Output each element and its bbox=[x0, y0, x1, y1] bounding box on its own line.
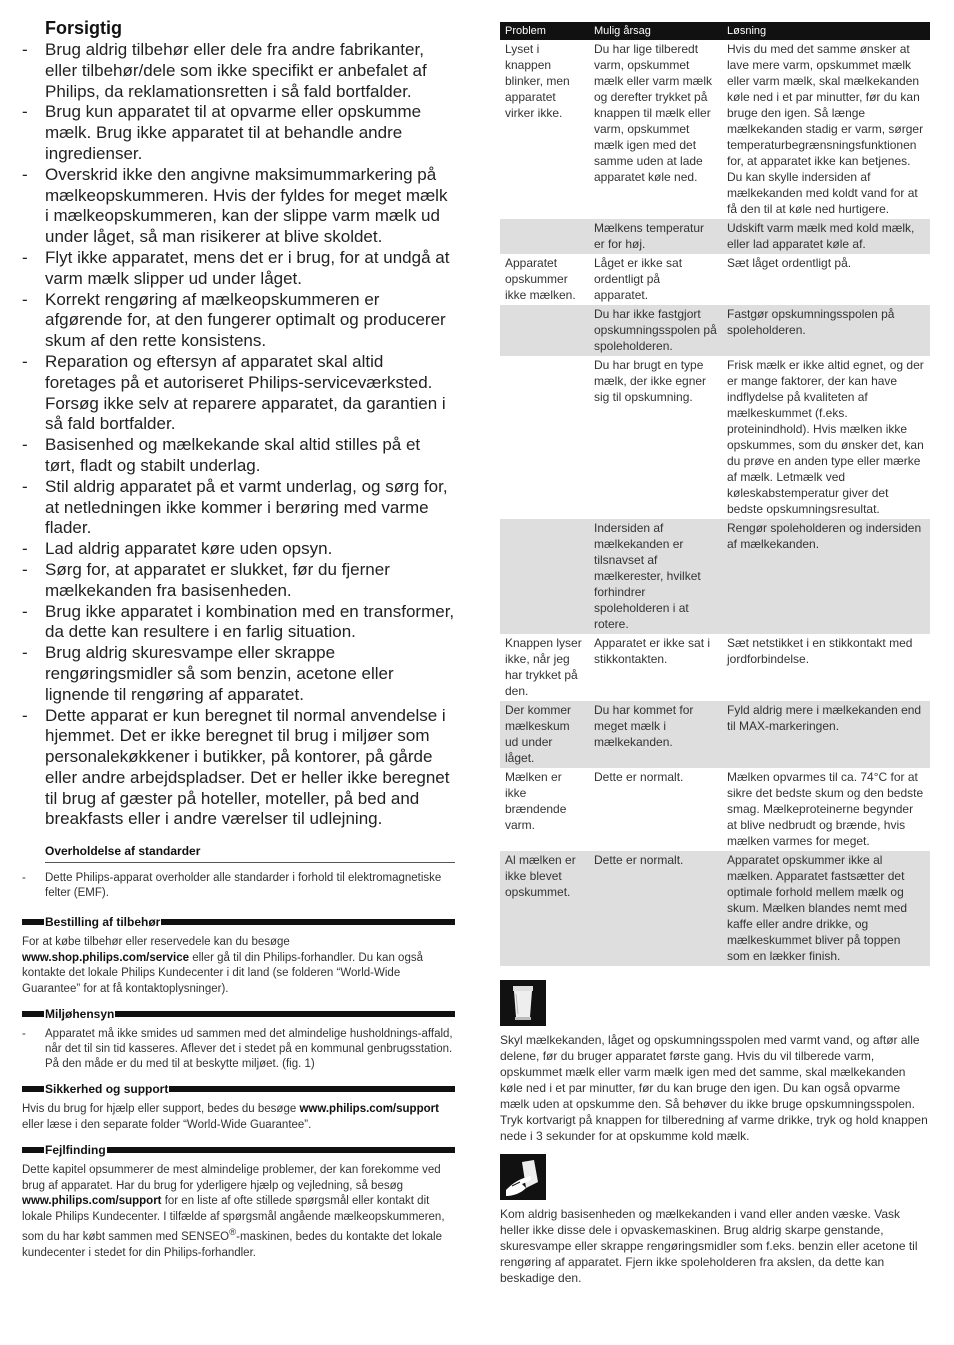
cell-solution: Frisk mælk er ikke altid egnet, og der er mange faktorer, der kan have indflydelse på kvaliteten af mælkeskummet (f.eks. proteinindhold). Hvis mælken ikke opskummes, som du ønsker det, kan du prøve en anden type eller mærke af mælk. Letmælk ved køleskabstemperatur giver det bedste opskumningsresultat. bbox=[727, 358, 924, 516]
cell-cause: Indersiden af mælkekanden er tilsnavset af mælkerester, hvilket forhindrer spoleholderen i at rotere. bbox=[589, 519, 722, 634]
troubleshooting-heading bbox=[22, 1143, 455, 1157]
hand-cloth-icon bbox=[500, 1154, 546, 1200]
environment-item-text: Apparatet må ikke smides ud sammen med det almindelige husholdnings-affald, når det til sin tid kasseres. Aflever det i stedet på en kommunal genbrugsstation. På den måde er du med til at beskytte miljøet. (fig. 1) bbox=[45, 1028, 453, 1071]
cell-cause: Du har brugt en type mælk, der ikke egner sig til opskumning. bbox=[594, 358, 707, 404]
cell-cause: Mælkens temperatur er for høj. bbox=[589, 219, 722, 254]
column-header-solution: Løsning bbox=[722, 22, 930, 40]
environment-list bbox=[22, 1027, 455, 1072]
list-bullet: - bbox=[22, 164, 28, 184]
warning-item-text: Brug ikke apparatet i kombination med en transformer, da dette kan resultere i en farlig situation. bbox=[45, 601, 455, 642]
cell-solution: Mælken opvarmes til ca. 74°C for at sikre det bedste skum og den bedste smag. Mælkeproteinerne begynder at blive nedbrudt og brænde, hvis mælken varmes for meget. bbox=[727, 770, 924, 848]
cell-problem: Apparatet opskummer ikke mælken. bbox=[505, 256, 576, 302]
support-title: Sikkerhed og support bbox=[45, 1082, 169, 1097]
cell-solution: Apparatet opskummer ikke al mælken. Apparatet fastsætter det optimale forhold mellem mælk og skum. Mælken blandes nemt med kaffe eller andre drikke, og mælkeskummet bliver på toppen som en lækker finish. bbox=[722, 851, 930, 966]
column-header-cause: Mulig årsag bbox=[589, 22, 722, 40]
ordering-text-start: For at købe tilbehør eller reservedele kan du besøge bbox=[22, 936, 290, 949]
heading-bar bbox=[22, 1086, 44, 1092]
column-header-problem: Problem bbox=[500, 22, 589, 40]
heading-bar bbox=[22, 919, 44, 925]
support-text-end: eller læse i den separate folder “World-Wide Guarantee”. bbox=[22, 1118, 312, 1131]
warning-item bbox=[22, 539, 455, 560]
list-bullet: - bbox=[22, 351, 28, 371]
table-header-row bbox=[500, 22, 930, 40]
support-text bbox=[22, 1102, 455, 1133]
cell-solution: Fastgør opskumningsspolen på spoleholderen. bbox=[722, 305, 930, 356]
warning-item bbox=[22, 352, 455, 435]
warnings-list bbox=[22, 40, 455, 830]
list-bullet: - bbox=[22, 435, 28, 455]
standards-title: Overholdelse af standarder bbox=[45, 844, 455, 863]
cell-solution: Hvis du med det samme ønsker at lave mere varm, opskummet mælk eller varm mælk, skal mælkekanden køle ned i et par minutter, før du kan bruge den igen. Så længe mælkekanden stadig er varm, sørger temperaturbegrænsningsfunktionen for, at apparatet ikke kan betjenes. Du kan skylle indersiden af mælkekanden med koldt vand for at få den til at køle ned hurtigere. bbox=[727, 42, 924, 216]
warning-item-text: Basisenhed og mælkekande skal altid stilles på et tørt, fladt og stabilt underlag. bbox=[45, 435, 421, 475]
cell-solution: Udskift varm mælk med kold mælk, eller lad apparatet køle af. bbox=[722, 219, 930, 254]
warning-item-text: Korrekt rengøring af mælkeopskummeren er afgørende for, at den fungerer optimalt og producerer skum af den rette konsistens. bbox=[45, 289, 446, 351]
table-row bbox=[500, 356, 930, 519]
list-bullet: - bbox=[22, 872, 26, 885]
cell-cause: Apparatet er ikke sat i stikkontakten. bbox=[594, 636, 711, 666]
table-row bbox=[500, 851, 930, 966]
warning-item bbox=[22, 435, 455, 477]
warning-item bbox=[22, 248, 455, 290]
support-link[interactable]: www.philips.com/support bbox=[299, 1103, 439, 1116]
table-row bbox=[500, 40, 930, 219]
cell-cause: Du har lige tilberedt varm, opskummet mælk eller varm mælk og derefter trykket på knappen til mælk eller varm, opskummet mælk igen med det samme uden at lade apparatet køle ned. bbox=[594, 42, 713, 184]
table-row bbox=[500, 219, 930, 254]
registered-mark: ® bbox=[229, 1227, 237, 1239]
list-bullet: - bbox=[22, 476, 28, 496]
heading-bar bbox=[22, 1147, 44, 1153]
shop-link[interactable]: www.shop.philips.com/service bbox=[22, 951, 190, 964]
wipe-note: Kom aldrig basisenheden og mælkekanden i vand eller anden væske. Vask heller ikke disse dele i opvaskemaskinen. Brug aldrig skarpe genstande, skuresvampe eller skrappe rengøringsmidler som f.eks. benzin eller acetone til rengøring af apparatet. Fjern ikke spoleholderen fra akslen, da dette kan beskadige den. bbox=[500, 1207, 918, 1285]
standards-item-text: Dette Philips-apparat overholder alle standarder i forhold til elektromagnetiske felter (EMF). bbox=[45, 872, 442, 900]
support-text-start: Hvis du brug for hjælp eller support, bedes du besøge bbox=[22, 1103, 300, 1116]
ordering-heading bbox=[22, 915, 455, 929]
warning-item-text: Flyt ikke apparatet, mens det er i brug, for at undgå at varm mælk slipper ud under låget. bbox=[45, 247, 450, 288]
cell-problem: Al mælken er ikke blevet opskummet. bbox=[500, 851, 589, 966]
warning-item-text: Brug kun apparatet til at opvarme eller opskumme mælk. Brug ikke apparatet til at behandle andre ingredienser. bbox=[45, 102, 422, 163]
cell-problem: Der kommer mælkeskum ud under låget. bbox=[500, 701, 589, 768]
ordering-text bbox=[22, 935, 455, 997]
warning-item bbox=[22, 602, 455, 644]
warning-item-text: Stil aldrig apparatet på et varmt underlag, og sørg for, at netledningen ikke kommer i berøring med varme flader. bbox=[45, 476, 448, 538]
trouble-text-start: Dette kapitel opsummerer de mest almindelige problemer, der kan forekomme ved brug af apparatet. Har du brug for yderligere hjælp og vejledning, så besøg bbox=[22, 1164, 441, 1192]
ordering-title: Bestilling af tilbehør bbox=[45, 915, 161, 930]
heading-bar bbox=[161, 919, 455, 925]
warning-item-text: Reparation og eftersyn af apparatet skal altid foretages på et autoriseret Philips-serviceværksted. Forsøg ikke selv at reparere apparatet, da garantien i så fald bortfalder. bbox=[45, 351, 446, 434]
warning-item-text: Brug aldrig tilbehør eller dele fra andre fabrikanter, eller tilbehør/dele som ikke specifikt er anbefalet af Philips, da reklamationsretten i så fald bortfalder. bbox=[45, 40, 427, 101]
rinse-note: Skyl mælkekanden, låget og opskumningsspolen med varmt vand, og aftør alle delene, før du bruger apparatet første gang. Hvis du vil tilberede varm, opskummet mælk eller varm mælk igen med det samme, skal mælkekanden køle ned i et par minutter, før du kan bruge den igen. Du kan også opvarme mælk uden at opskumme den. Så behøver du ikke bruge opskumningsspolen. Tryk kortvarigt på knappen for tilberedning af varme drikke, tryk og hold knappen nede i 3 sekunder for at opskumme kold mælk. bbox=[500, 1033, 928, 1143]
list-bullet: - bbox=[22, 1028, 26, 1041]
list-bullet: - bbox=[22, 247, 28, 267]
cell-problem bbox=[500, 219, 589, 254]
warning-item-text: Lad aldrig apparatet køre uden opsyn. bbox=[45, 539, 333, 559]
environment-heading bbox=[22, 1007, 455, 1021]
support-heading bbox=[22, 1082, 455, 1096]
cell-solution: Rengør spoleholderen og indersiden af mælkekanden. bbox=[722, 519, 930, 634]
troubleshooting-text bbox=[22, 1163, 455, 1261]
environment-title: Miljøhensyn bbox=[45, 1007, 115, 1022]
troubleshooting-table bbox=[500, 22, 930, 966]
warning-item-text: Dette apparat er kun beregnet til normal anvendelse i hjemmet. Det er ikke beregnet til brug i miljøer som personalekøkkener i butikker, på kontorer, på gårde eller andre arbejdspladser. Det er heller ikke beregnet til brug af gæster på hoteller, moteller, på bed and breakfasts eller i andre værelser til udlejning. bbox=[45, 705, 450, 829]
list-bullet: - bbox=[22, 705, 28, 725]
cell-problem bbox=[500, 356, 589, 519]
list-bullet: - bbox=[22, 40, 28, 59]
list-bullet: - bbox=[22, 601, 28, 621]
table-row bbox=[500, 701, 930, 768]
cell-solution: Sæt låget ordentligt på. bbox=[727, 256, 852, 270]
cell-problem: Mælken er ikke brændende varm. bbox=[505, 770, 567, 832]
warning-item bbox=[22, 643, 455, 705]
right-column bbox=[500, 22, 930, 1286]
heading-bar bbox=[22, 1011, 44, 1017]
trouble-text-end: -maskinen, bedes du kontakte det lokale kundecenter i stedet for din Philips-forhandler. bbox=[22, 1231, 442, 1259]
warning-item bbox=[22, 706, 455, 831]
heading-bar bbox=[115, 1011, 455, 1017]
trouble-text-mid: for en liste af ofte stillede spørgsmål eller kontakt dit lokale Philips Kundecenter. I tilfælde af spørgsmål angående mælkeopskummeren, som du har købt sammen med SENSEO bbox=[22, 1195, 445, 1244]
table-row bbox=[500, 634, 930, 701]
cell-solution: Fyld aldrig mere i mælkekanden end til MAX-markeringen. bbox=[722, 701, 930, 768]
cell-problem: Knappen lyser ikke, når jeg har trykket på den. bbox=[505, 636, 582, 698]
table-row bbox=[500, 768, 930, 851]
milk-jug-icon bbox=[500, 980, 546, 1026]
warning-item-text: Sørg for, at apparatet er slukket, før du fjerner mælkekanden fra basisenheden. bbox=[45, 559, 390, 600]
cell-problem: Lyset i knappen blinker, men apparatet virker ikke. bbox=[505, 42, 570, 120]
cell-cause: Du har ikke fastgjort opskumningsspolen på spoleholderen. bbox=[589, 305, 722, 356]
cell-solution: Sæt netstikket i en stikkontakt med jordforbindelse. bbox=[727, 636, 913, 666]
list-bullet: - bbox=[22, 102, 28, 122]
list-bullet: - bbox=[22, 289, 28, 309]
warning-item bbox=[22, 102, 455, 164]
warning-item-text: Overskrid ikke den angivne maksimummarkering på mælkeopskummeren. Hvis der fyldes for meget mælk i mælkeopskummeren, kan der slippe varm mælk ud under låget, så man risikerer at blive skoldet. bbox=[45, 164, 448, 247]
cell-cause: Dette er normalt. bbox=[589, 851, 722, 966]
table-row bbox=[500, 305, 930, 356]
ordering-text-end: eller gå til din Philips-forhandler. Du kan også kontakte det lokale Philips Kundecenter i dit land (se folderen “World-Wide Guarantee” for at få kontaktoplysninger). bbox=[22, 951, 423, 995]
list-bullet: - bbox=[22, 539, 28, 559]
warning-item-text: Brug aldrig skuresvampe eller skrappe rengøringsmidler så som benzin, acetone eller lignende til rengøring af apparatet. bbox=[45, 643, 394, 704]
warnings-title: Forsigtig bbox=[45, 18, 122, 38]
heading-bar bbox=[107, 1147, 455, 1153]
heading-bar bbox=[169, 1086, 455, 1092]
cell-problem bbox=[500, 305, 589, 356]
left-column bbox=[22, 16, 455, 1261]
cell-cause: Du har kommet for meget mælk i mælkekanden. bbox=[589, 701, 722, 768]
cell-cause: Låget er ikke sat ordentligt på apparatet. bbox=[594, 256, 683, 302]
warning-item bbox=[22, 290, 455, 352]
warning-item bbox=[22, 477, 455, 539]
warning-item bbox=[22, 40, 455, 102]
cell-problem bbox=[500, 519, 589, 634]
table-row bbox=[500, 254, 930, 305]
list-bullet: - bbox=[22, 643, 28, 663]
standards-item bbox=[22, 871, 455, 901]
standards-list bbox=[22, 871, 455, 901]
environment-item bbox=[22, 1027, 455, 1072]
warning-item bbox=[22, 560, 455, 602]
table-row bbox=[500, 519, 930, 634]
support-link[interactable]: www.philips.com/support bbox=[22, 1195, 162, 1208]
troubleshooting-title: Fejlfinding bbox=[45, 1143, 106, 1158]
cell-cause: Dette er normalt. bbox=[594, 770, 684, 784]
list-bullet: - bbox=[22, 559, 28, 579]
warning-item bbox=[22, 165, 455, 248]
